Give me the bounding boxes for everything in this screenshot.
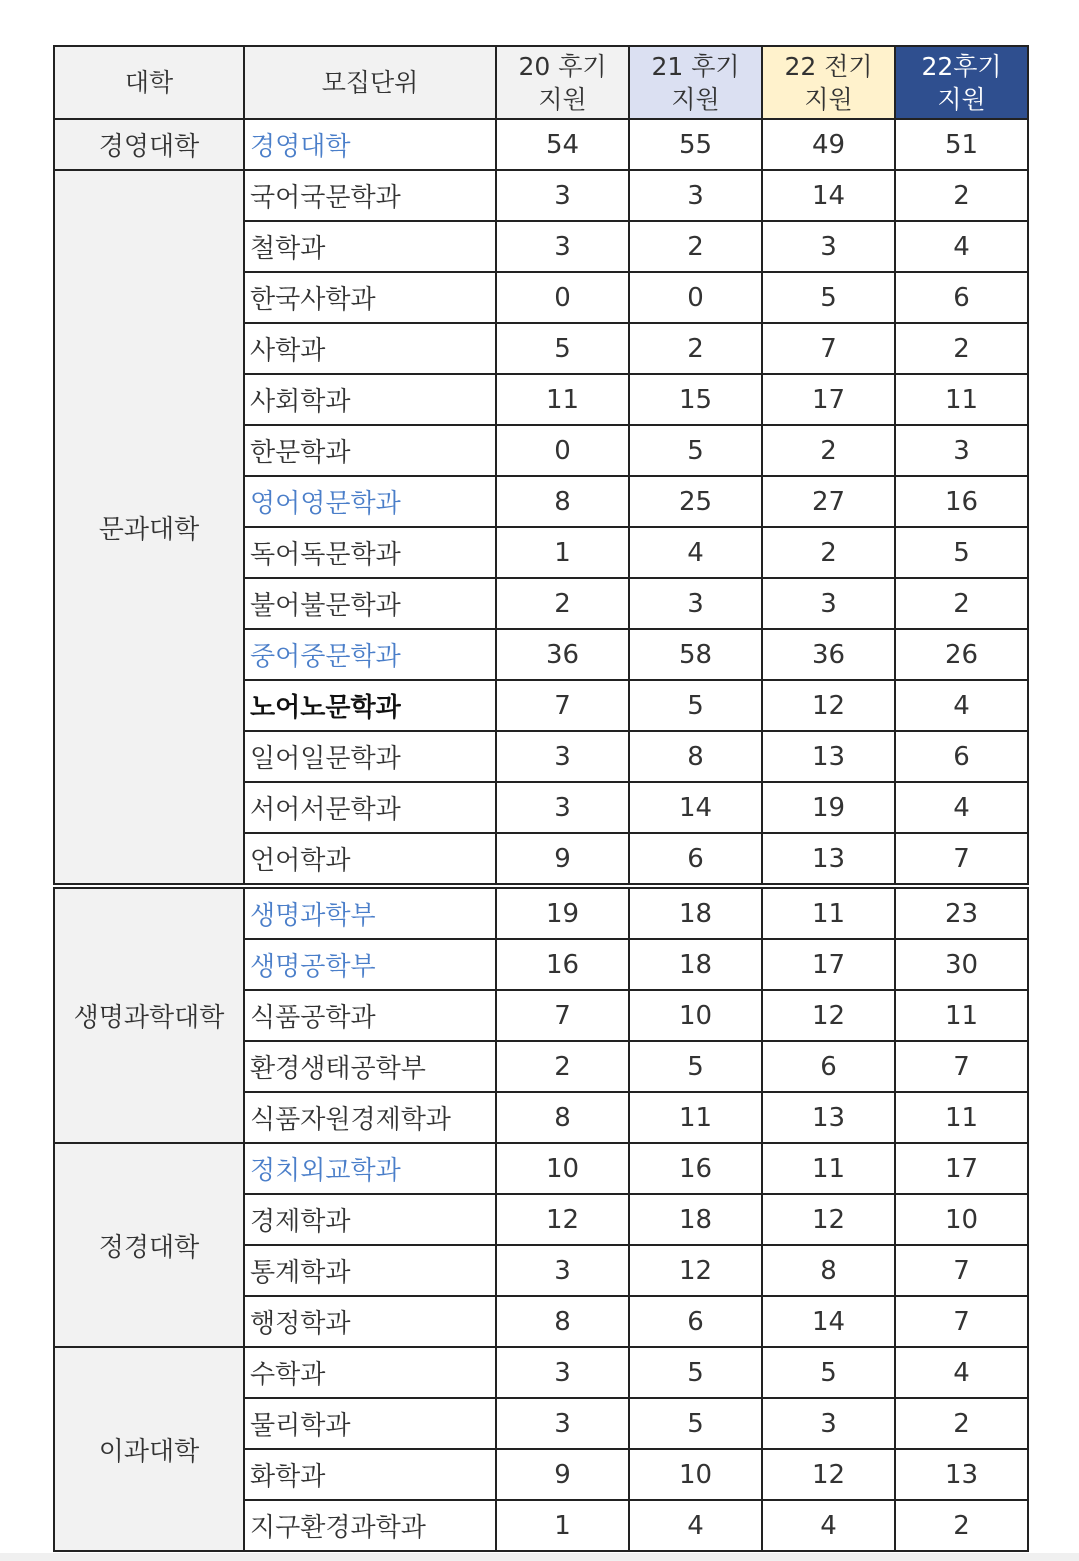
count-cell: 15 [629, 374, 762, 425]
count-cell: 7 [895, 1041, 1028, 1092]
unit-cell: 서어서문학과 [244, 782, 496, 833]
count-cell: 17 [762, 939, 895, 990]
applicants-table-bottom [53, 887, 1029, 1552]
count-cell: 13 [895, 1449, 1028, 1500]
university-cell: 경영대학 [54, 119, 244, 170]
count-cell: 13 [762, 731, 895, 782]
count-cell: 12 [762, 680, 895, 731]
count-cell: 49 [762, 119, 895, 170]
count-cell: 4 [895, 782, 1028, 833]
count-cell: 3 [762, 221, 895, 272]
count-cell: 12 [629, 1245, 762, 1296]
count-cell: 3 [496, 221, 629, 272]
university-cell: 생명과학대학 [54, 888, 244, 1143]
unit-cell: 생명공학부 [244, 939, 496, 990]
count-cell: 8 [762, 1245, 895, 1296]
count-cell: 12 [762, 990, 895, 1041]
unit-cell: 식품자원경제학과 [244, 1092, 496, 1143]
count-cell: 11 [762, 888, 895, 939]
header-row [54, 46, 1028, 119]
count-cell: 3 [762, 1398, 895, 1449]
count-cell: 19 [496, 888, 629, 939]
count-cell: 5 [629, 425, 762, 476]
count-cell: 25 [629, 476, 762, 527]
count-cell: 17 [762, 374, 895, 425]
count-cell: 2 [762, 527, 895, 578]
count-cell: 7 [496, 990, 629, 1041]
count-cell: 3 [496, 1347, 629, 1398]
count-cell: 7 [496, 680, 629, 731]
count-cell: 2 [496, 578, 629, 629]
count-cell: 55 [629, 119, 762, 170]
count-cell: 10 [895, 1194, 1028, 1245]
count-cell: 5 [629, 1041, 762, 1092]
header-21-line2: 지원 [671, 84, 720, 114]
header-20-line2: 지원 [538, 84, 587, 114]
count-cell: 5 [629, 1398, 762, 1449]
count-cell: 58 [629, 629, 762, 680]
count-cell: 5 [895, 527, 1028, 578]
count-cell: 6 [762, 1041, 895, 1092]
unit-cell: 화학과 [244, 1449, 496, 1500]
unit-cell: 중어중문학과 [244, 629, 496, 680]
count-cell: 6 [895, 731, 1028, 782]
count-cell: 12 [762, 1449, 895, 1500]
header-22b-line2: 지원 [937, 84, 986, 114]
unit-cell: 수학과 [244, 1347, 496, 1398]
count-cell: 11 [895, 1092, 1028, 1143]
unit-cell: 노어노문학과 [244, 680, 496, 731]
count-cell: 2 [895, 323, 1028, 374]
count-cell: 10 [629, 990, 762, 1041]
count-cell: 13 [762, 1092, 895, 1143]
table-row [54, 170, 1028, 221]
count-cell: 3 [895, 425, 1028, 476]
count-cell: 11 [496, 374, 629, 425]
count-cell: 3 [629, 170, 762, 221]
count-cell: 26 [895, 629, 1028, 680]
table-row [54, 1347, 1028, 1398]
count-cell: 2 [895, 578, 1028, 629]
university-cell: 이과대학 [54, 1347, 244, 1551]
count-cell: 10 [629, 1449, 762, 1500]
count-cell: 0 [496, 272, 629, 323]
university-cell: 정경대학 [54, 1143, 244, 1347]
count-cell: 2 [762, 425, 895, 476]
count-cell: 0 [629, 272, 762, 323]
count-cell: 16 [629, 1143, 762, 1194]
unit-cell: 철학과 [244, 221, 496, 272]
unit-cell: 영어영문학과 [244, 476, 496, 527]
count-cell: 30 [895, 939, 1028, 990]
count-cell: 0 [496, 425, 629, 476]
count-cell: 14 [762, 1296, 895, 1347]
count-cell: 4 [629, 527, 762, 578]
count-cell: 5 [496, 323, 629, 374]
count-cell: 3 [496, 782, 629, 833]
unit-cell: 일어일문학과 [244, 731, 496, 782]
count-cell: 3 [496, 1245, 629, 1296]
applicants-table-top [53, 45, 1029, 885]
header-20-late [496, 46, 629, 119]
count-cell: 8 [496, 476, 629, 527]
university-cell: 문과대학 [54, 170, 244, 884]
header-20-line1: 20 후기 [518, 51, 607, 81]
count-cell: 17 [895, 1143, 1028, 1194]
count-cell: 9 [496, 833, 629, 884]
unit-cell: 독어독문학과 [244, 527, 496, 578]
count-cell: 2 [895, 1500, 1028, 1551]
count-cell: 2 [895, 170, 1028, 221]
count-cell: 18 [629, 888, 762, 939]
count-cell: 54 [496, 119, 629, 170]
count-cell: 16 [496, 939, 629, 990]
unit-cell: 언어학과 [244, 833, 496, 884]
header-22a-line1: 22 전기 [784, 51, 873, 81]
count-cell: 2 [629, 323, 762, 374]
table-row [54, 888, 1028, 939]
unit-cell: 사회학과 [244, 374, 496, 425]
count-cell: 7 [895, 1296, 1028, 1347]
count-cell: 2 [629, 221, 762, 272]
table-body-top [54, 119, 1028, 884]
count-cell: 5 [762, 1347, 895, 1398]
count-cell: 5 [629, 1347, 762, 1398]
header-21-line1: 21 후기 [651, 51, 740, 81]
unit-cell: 정치외교학과 [244, 1143, 496, 1194]
unit-cell: 불어불문학과 [244, 578, 496, 629]
count-cell: 6 [629, 833, 762, 884]
unit-cell: 식품공학과 [244, 990, 496, 1041]
count-cell: 5 [629, 680, 762, 731]
count-cell: 4 [895, 221, 1028, 272]
unit-cell: 통계학과 [244, 1245, 496, 1296]
unit-cell: 한문학과 [244, 425, 496, 476]
count-cell: 10 [496, 1143, 629, 1194]
count-cell: 18 [629, 939, 762, 990]
count-cell: 8 [496, 1296, 629, 1347]
count-cell: 19 [762, 782, 895, 833]
count-cell: 11 [629, 1092, 762, 1143]
count-cell: 13 [762, 833, 895, 884]
table-row [54, 1143, 1028, 1194]
unit-cell: 환경생태공학부 [244, 1041, 496, 1092]
count-cell: 11 [895, 374, 1028, 425]
count-cell: 23 [895, 888, 1028, 939]
count-cell: 4 [762, 1500, 895, 1551]
header-22-early [762, 46, 895, 119]
count-cell: 4 [629, 1500, 762, 1551]
count-cell: 6 [895, 272, 1028, 323]
count-cell: 12 [496, 1194, 629, 1245]
count-cell: 3 [496, 170, 629, 221]
table-body-bottom [54, 888, 1028, 1551]
count-cell: 11 [762, 1143, 895, 1194]
count-cell: 1 [496, 527, 629, 578]
count-cell: 4 [895, 680, 1028, 731]
count-cell: 5 [762, 272, 895, 323]
count-cell: 3 [496, 1398, 629, 1449]
count-cell: 7 [762, 323, 895, 374]
count-cell: 9 [496, 1449, 629, 1500]
count-cell: 4 [895, 1347, 1028, 1398]
count-cell: 27 [762, 476, 895, 527]
count-cell: 3 [629, 578, 762, 629]
unit-cell: 지구환경과학과 [244, 1500, 496, 1551]
count-cell: 14 [762, 170, 895, 221]
table-row [54, 119, 1028, 170]
count-cell: 8 [496, 1092, 629, 1143]
count-cell: 2 [496, 1041, 629, 1092]
unit-cell: 경영대학 [244, 119, 496, 170]
count-cell: 8 [629, 731, 762, 782]
unit-cell: 사학과 [244, 323, 496, 374]
header-21-late [629, 46, 762, 119]
count-cell: 2 [895, 1398, 1028, 1449]
unit-cell: 생명과학부 [244, 888, 496, 939]
bottom-strip [0, 1553, 1079, 1561]
count-cell: 51 [895, 119, 1028, 170]
unit-cell: 한국사학과 [244, 272, 496, 323]
unit-cell: 물리학과 [244, 1398, 496, 1449]
count-cell: 6 [629, 1296, 762, 1347]
header-22a-line2: 지원 [804, 84, 853, 114]
count-cell: 7 [895, 833, 1028, 884]
count-cell: 16 [895, 476, 1028, 527]
header-22b-line1: 22후기 [921, 51, 1002, 81]
header-unit: 모집단위 [244, 46, 496, 119]
count-cell: 1 [496, 1500, 629, 1551]
header-22-late [895, 46, 1028, 119]
header-university: 대학 [54, 46, 244, 119]
count-cell: 7 [895, 1245, 1028, 1296]
count-cell: 3 [496, 731, 629, 782]
count-cell: 36 [496, 629, 629, 680]
unit-cell: 행정학과 [244, 1296, 496, 1347]
count-cell: 12 [762, 1194, 895, 1245]
count-cell: 18 [629, 1194, 762, 1245]
count-cell: 11 [895, 990, 1028, 1041]
unit-cell: 국어국문학과 [244, 170, 496, 221]
count-cell: 36 [762, 629, 895, 680]
count-cell: 14 [629, 782, 762, 833]
unit-cell: 경제학과 [244, 1194, 496, 1245]
count-cell: 3 [762, 578, 895, 629]
